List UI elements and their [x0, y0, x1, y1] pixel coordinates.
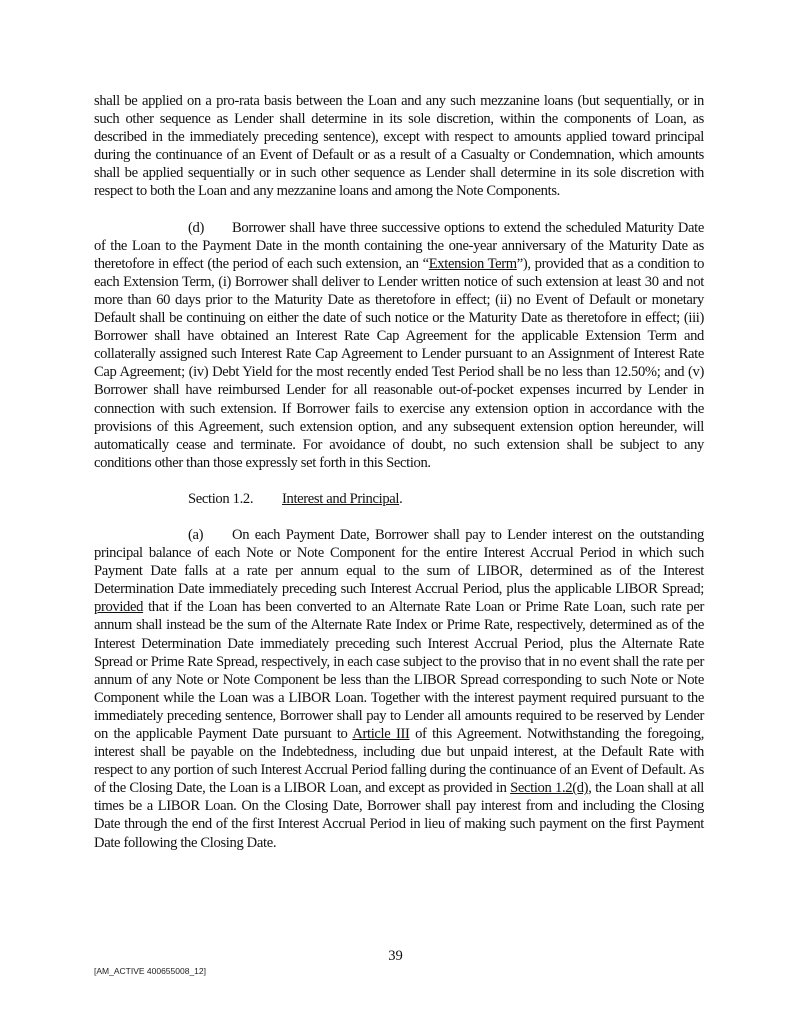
- page-number: 39: [388, 948, 403, 964]
- section-number: Section 1.2.: [188, 490, 254, 507]
- interest-text-part-4: , the Loan shall at all times be a LIBOR Loan. On the Closing Date, Borrower shall pay interest from and including the Closing Date through the end of the first Interest Accrual Period in lieu of making such payment on the first Payment Date following the Closing Date.: [94, 780, 704, 851]
- section-title-period: .: [399, 490, 403, 507]
- paragraph-label-d: (d): [188, 219, 204, 236]
- extension-text-part-1: Borrower shall have three successive options to extend the scheduled Maturity Date of the Loan to the Payment Date in the month containing the one-year anniversary of the Maturity Date as theretofore in effect (the period of each such extension, an “: [94, 219, 704, 272]
- section-title: Interest and Principal: [282, 490, 400, 507]
- interest-text-part-2: that if the Loan has been converted to an Alternate Rate Loan or Prime Rate Loan, such rate per annum shall instead be the sum of the Alternate Rate Index or Prime Rate, respectively, determined as of the Interest Determination Date immediately preceding such Interest Accrual Period, plus the Alternate Rate Spread or Prime Rate Spread, respectively, in each case subject to the proviso that in no event shall the rate per annum of any Note or Note Component be less than the LIBOR Spread corresponding to such Note or Note Component while the Loan was a LIBOR Loan. Together with the interest payment required pursuant to the immediately preceding sentence, Borrower shall pay to Lender all amounts required to be reserved by Lender on the applicable Payment Date pursuant to: [94, 599, 704, 742]
- paragraph-label-a: (a): [188, 526, 204, 543]
- document-id: [AM_ACTIVE 400655008_12]: [94, 966, 206, 976]
- section-1-2-d-reference: Section 1.2(d): [510, 780, 589, 797]
- section-heading: [94, 490, 704, 508]
- extension-text-part-2: ”), provided that as a condition to each Extension Term, (i) Borrower shall deliver to Lender written notice of such extension at least 30 and not more than 60 days prior to the Maturity Date as theretofore in effect; (ii) no Event of Default or monetary Default shall be continuing on either the date of such notice or the Maturity Date as theretofore in effect; (iii) Borrower shall have obtained an Interest Rate Cap Agreement for the applicable Extension Term and collaterally assigned such Interest Rate Cap Agreement to Lender pursuant to an Assignment of Interest Rate Cap Agreement; (iv) Debt Yield for the most recently ended Test Period shall be no less than 12.50%; and (v) Borrower shall have reimbursed Lender for all reasonable out-of-pocket expenses incurred by Lender in connection with such extension. If Borrower fails to exercise any extension option in accordance with the provisions of this Agreement, such extension option, and any subsequent extension option hereunder, will automatically cease and terminate. For avoidance of doubt, no such extension shall be subject to any conditions other than those expressly set forth in this Section.: [94, 255, 705, 471]
- article-iii-reference: Article III: [352, 726, 410, 742]
- paragraph-mezzanine-application: shall be applied on a pro-rata basis between the Loan and any such mezzanine loans (but sequentially, or in such other sequence as Lender shall determine in its sole discretion, within the components of Loan, as described in the immediately preceding sentence), except with respect to amounts applied toward principal during the continuance of an Event of Default or as a result of a Casualty or Condemnation, which amounts shall be applied sequentially or in such other sequence as Lender shall determine in its sole discretion with respect to both the Loan and any mezzanine loans and among the Note Components.: [94, 93, 704, 200]
- defined-term-extension-term: Extension Term: [428, 255, 517, 272]
- paragraph-extension-options: [94, 219, 704, 472]
- provided-term: provided: [94, 599, 144, 616]
- interest-text-part-1: On each Payment Date, Borrower shall pay to Lender interest on the outstanding principal balance of each Note or Note Component for the entire Interest Accrual Period in which such Payment Date falls at a rate per annum equal to the sum of LIBOR, determined as of the Interest Determination Date immediately preceding such Interest Accrual Period, plus the applicable LIBOR Spread;: [94, 526, 704, 598]
- paragraph-interest-payment: [94, 526, 704, 852]
- interest-text-part-3: of this Agreement. Notwithstanding the foregoing, interest shall be payable on the Indebtedness, including due but unpaid interest, at the Default Rate with respect to any portion of such Interest Accrual Period falling during the continuance of an Event of Default. As of the Closing Date, the Loan is a LIBOR Loan, and except as provided in: [94, 726, 704, 797]
- document-body: [94, 92, 704, 870]
